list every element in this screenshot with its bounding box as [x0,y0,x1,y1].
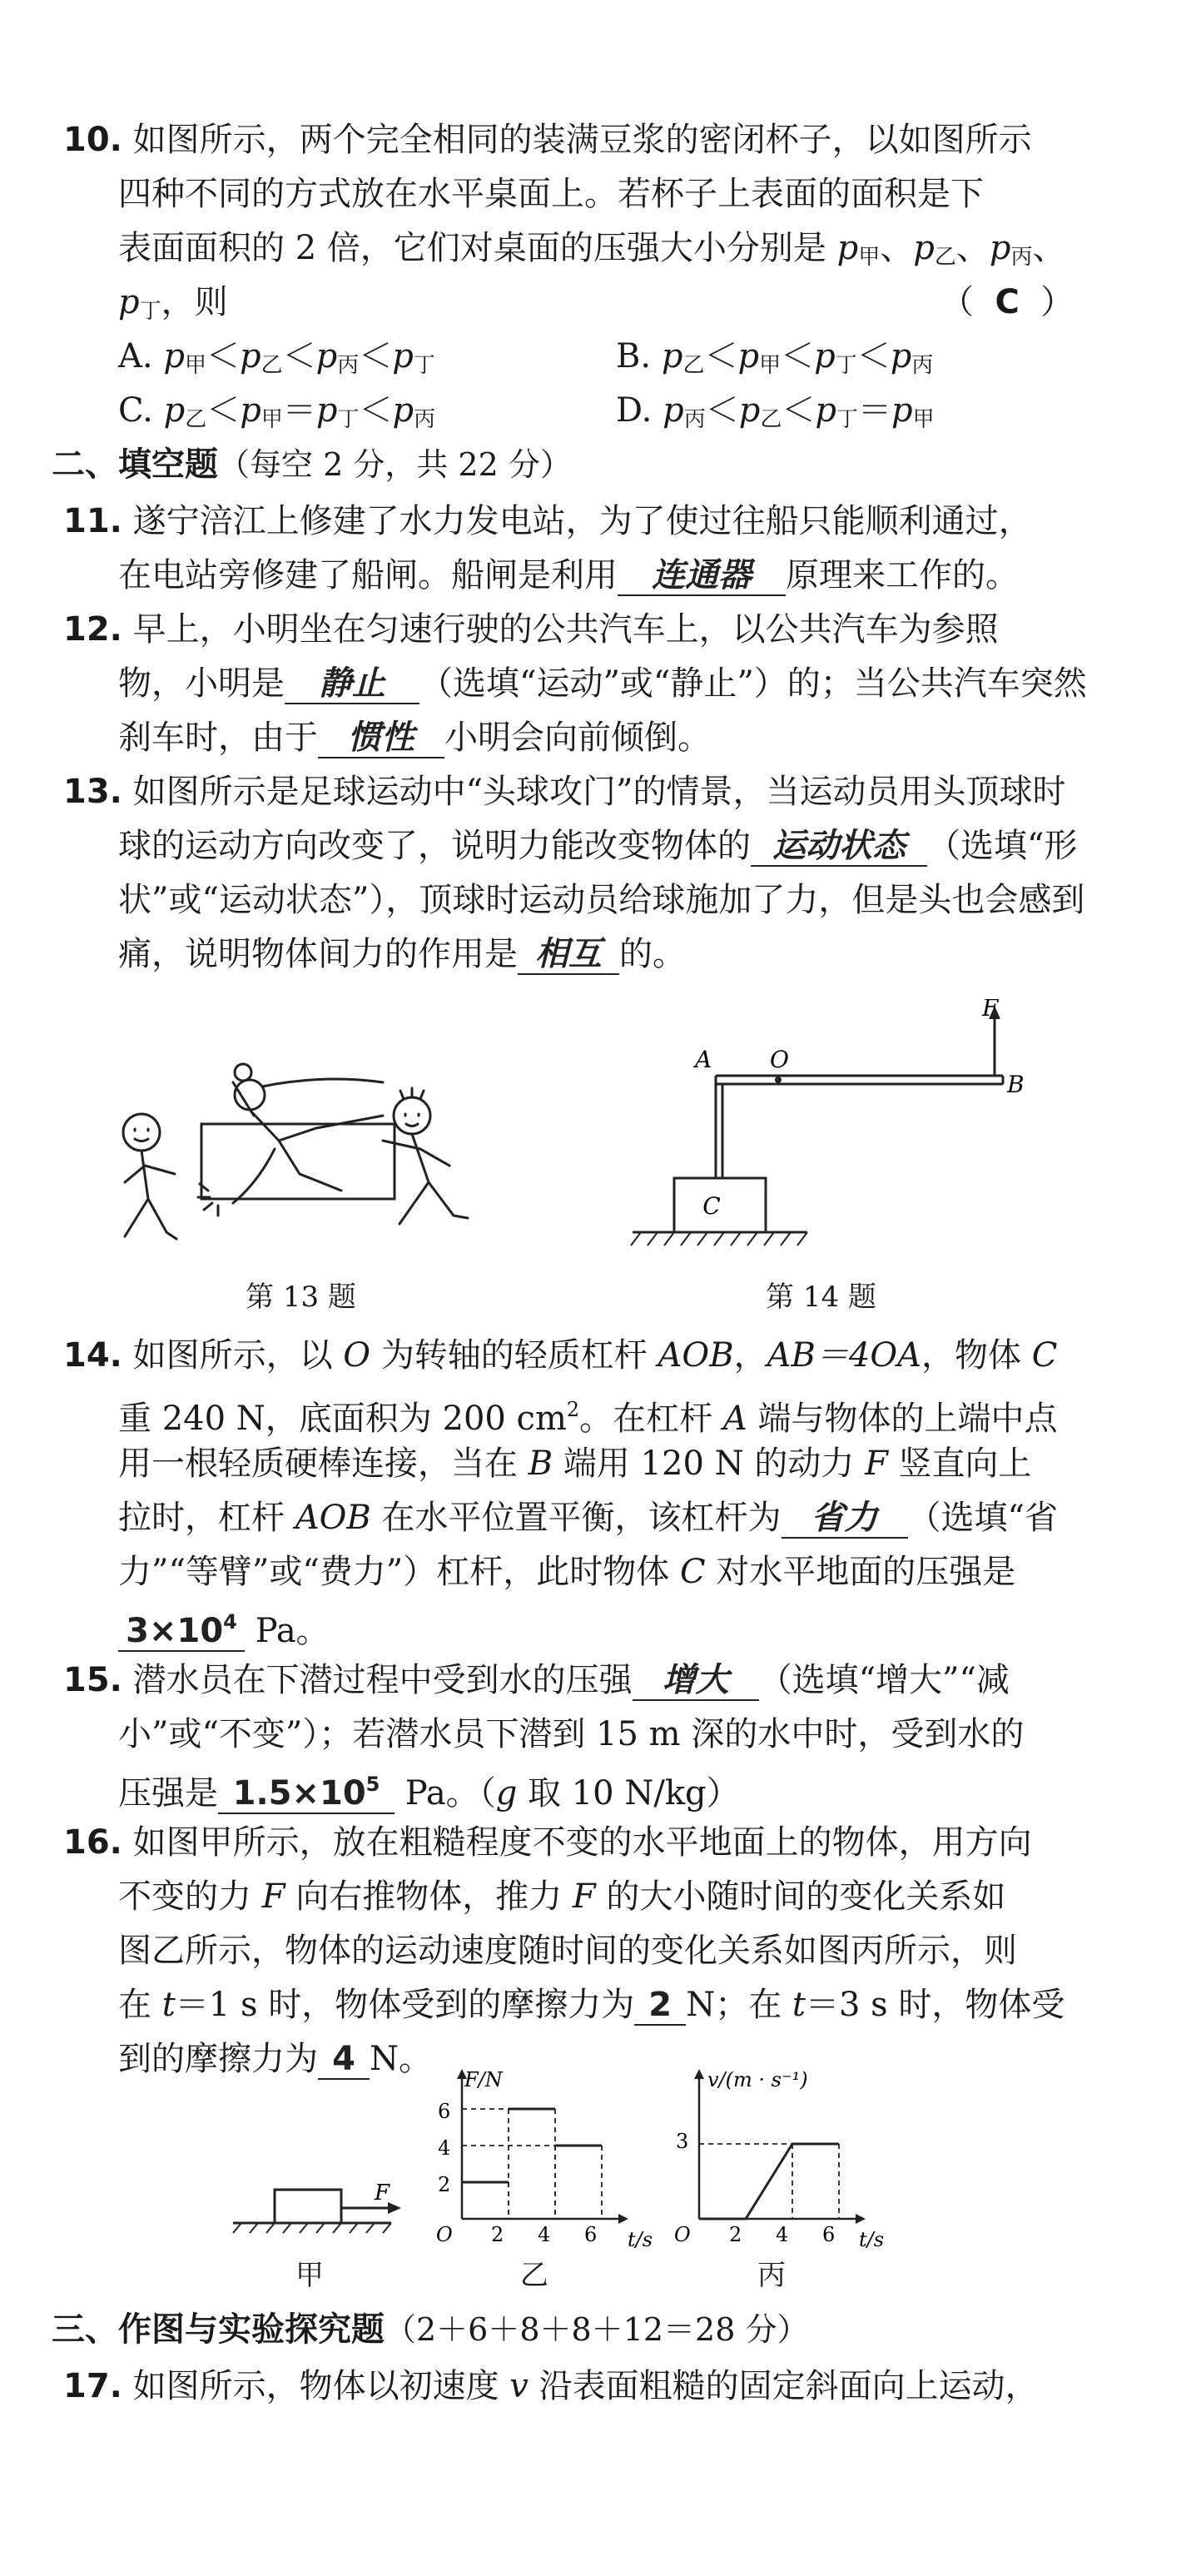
q14-line-5: 力”“等臂”或“费力”）杠杆，此时物体 C 对水平地面的压强是 [118,1553,1016,1591]
y-axis-arrow [694,2069,704,2079]
figure-14-lever [616,999,1032,1257]
figure-16-yi-force-time-graph [424,2065,682,2265]
x-axis-arrow [856,2214,866,2224]
bing-x-tick-6: 6 [822,2223,836,2246]
figure-16-caption-bing: 丙 [757,2259,786,2292]
q13-line-2: 球的运动方向改变了，说明力能改变物体的 运动状态 （选填“形 [118,827,1078,865]
bing-y-tick-3: 3 [676,2130,689,2153]
x-axis-arrow [618,2214,628,2224]
figure-16-caption-jia: 甲 [295,2259,324,2292]
q15-line-3: 压强是 $1.5\times 10^5$ Pa。（g 取 10 N/kg） [118,1765,740,1817]
q12-line-1: 12. 早上，小明坐在匀速行驶的公共汽车上，以公共汽车为参照 [63,610,999,649]
figure-16-jia-block [225,2140,424,2256]
q13-line-3: 状”或“运动状态”），顶球时运动员给球施加了力，但是头也会感到 [118,881,1085,919]
section-2-heading: 二、填空题（每空 2 分，共 22 分） [52,445,572,484]
yi-x-tick-6: 6 [584,2223,598,2246]
q16-line-5: 到的摩擦力为 4 N。 [118,2040,432,2078]
q14-line-2: 重 240 N，底面积为 200 $cm^2$。在杠杆 A 端与物体的上端中点 [118,1398,1058,1438]
q12-line-3: 刹车时，由于 惯性 小明会向前倾倒。 [118,719,711,757]
q10-line-4: $p_丁$，则 [118,283,228,324]
fig16-label-f: F [375,2181,390,2206]
q10-option-b: B. $p_乙<p_甲<p_丁<p_丙$ [616,337,934,378]
q16-line-2: 不变的力 F 向右推物体，推力 F 的大小随时间的变化关系如 [118,1877,1006,1916]
bing-y-axis-label: v/(m · s⁻¹) [707,2068,808,2091]
q13-line-4: 痛，说明物体间力的作用是 相互 的。 [118,935,686,973]
figure-14-caption: 第 14 题 [766,1281,876,1314]
q16-answer-1: 2 [634,1986,686,2026]
q14-line-3: 用一根轻质硬棒连接，当在 B 端用 120 N 的动力 F 竖直向上 [118,1445,1032,1483]
yi-y-tick-6: 6 [438,2100,451,2123]
q10-line-2: 四种不同的方式放在水平桌面上。若杯子上表面的面积是下 [118,175,984,213]
q15-answer-1: 增大 [633,1661,759,1701]
q14-line-1: 14. 如图所示，以 O 为转轴的轻质杠杆 AOB，AB＝4OA，物体 C [63,1336,1058,1375]
q14-line-6: $3\times 10^4$ Pa。 [118,1603,330,1654]
q10-option-c: C. $p_乙<p_甲=p_丁<p_丙$ [118,391,436,432]
label-c: C [702,1192,721,1220]
q10-option-d: D. $p_丙<p_乙<p_丁=p_甲$ [616,391,935,432]
yi-x-tick-4: 4 [538,2223,551,2246]
label-o: O [770,1046,789,1073]
figure-13-caption: 第 13 题 [246,1281,356,1314]
q12-answer-1: 静止 [285,664,419,704]
q17-line-1: 17. 如图所示，物体以初速度 v 沿表面粗糙的固定斜面向上运动， [63,2367,1039,2405]
q15-line-2: 小”或“不变”）；若潜水员下潜到 15 m 深的水中时，受到水的 [118,1715,1025,1753]
q15-line-1: 15. 潜水员在下潜过程中受到水的压强 增大 （选填“增大”“减 [63,1661,1010,1699]
yi-origin-label: O [436,2223,453,2246]
q13-answer-2: 相互 [518,935,619,975]
q13-line-1: 13. 如图所示是足球运动中“头球攻门”的情景，当运动员用头顶球时 [63,773,1066,811]
q14-answer-2: $3\times 10^4$ [118,1603,245,1652]
q11-line-1: 11. 遂宁涪江上修建了水力发电站，为了使过往船只能顺利通过， [63,502,1032,540]
q14-line-4: 拉时，杠杆 AOB 在水平位置平衡，该杠杆为 省力 （选填“省 [118,1499,1058,1537]
label-a: A [695,1046,712,1073]
bing-origin-label: O [674,2223,691,2246]
label-f: F [982,999,999,1022]
q13-answer-1: 运动状态 [751,827,927,867]
figure-16-caption-yi: 乙 [520,2259,548,2292]
bing-x-axis-label: t/s [859,2228,885,2251]
yi-y-axis-label: F/N [464,2068,503,2091]
q16-answer-2: 4 [318,2040,370,2080]
q12-answer-2: 惯性 [318,719,444,758]
velocity-line [699,2144,839,2219]
q14-answer-1: 省力 [782,1499,908,1539]
push-arrow-head [388,2202,401,2214]
yi-y-tick-2: 2 [438,2173,451,2196]
label-b: B [1007,1071,1025,1098]
q11-answer: 连通器 [618,556,786,596]
yi-y-tick-4: 4 [438,2136,451,2160]
yi-x-tick-2: 2 [491,2223,504,2246]
q16-line-4: 在 t＝1 s 时，物体受到的摩擦力为 2 N；在 t＝3 s 时，物体受 [118,1986,1065,2024]
yi-x-axis-label: t/s [628,2228,653,2251]
pivot-o [775,1077,782,1083]
q16-line-3: 图乙所示，物体的运动速度随时间的变化关系如图丙所示，则 [118,1932,1017,1970]
q10-option-a: A. $p_甲<p_乙<p_丙<p_丁$ [118,337,435,378]
pushed-block [275,2190,341,2223]
q10-line-1: 10. 如图所示，两个完全相同的装满豆浆的密闭杯子，以如图所示 [63,121,1032,159]
q12-line-2: 物，小明是 静止 （选填“运动”或“静止”）的；当公共汽车突然 [118,664,1087,703]
q10-line-3: 表面面积的 2 倍，它们对桌面的压强大小分别是 $p_甲$、$p_乙$、$p_丙$、 [118,229,1066,270]
q15-answer-2: $1.5\times 10^5$ [218,1765,395,1814]
q11-line-2: 在电站旁修建了船闸。船闸是利用 连通器 原理来工作的。 [118,556,1019,594]
bing-x-tick-2: 2 [729,2223,742,2246]
section-3-heading: 三、作图与实验探究题（2＋6＋8＋8＋12＝28 分） [52,2310,809,2349]
figure-16-bing-velocity-time-graph [666,2065,916,2265]
figure-13-header-goal [108,1057,524,1249]
q10-answer: （ C ） [940,283,1074,321]
bing-x-tick-4: 4 [776,2223,789,2246]
q16-line-1: 16. 如图甲所示，放在粗糙程度不变的水平地面上的物体，用方向 [63,1823,1032,1862]
